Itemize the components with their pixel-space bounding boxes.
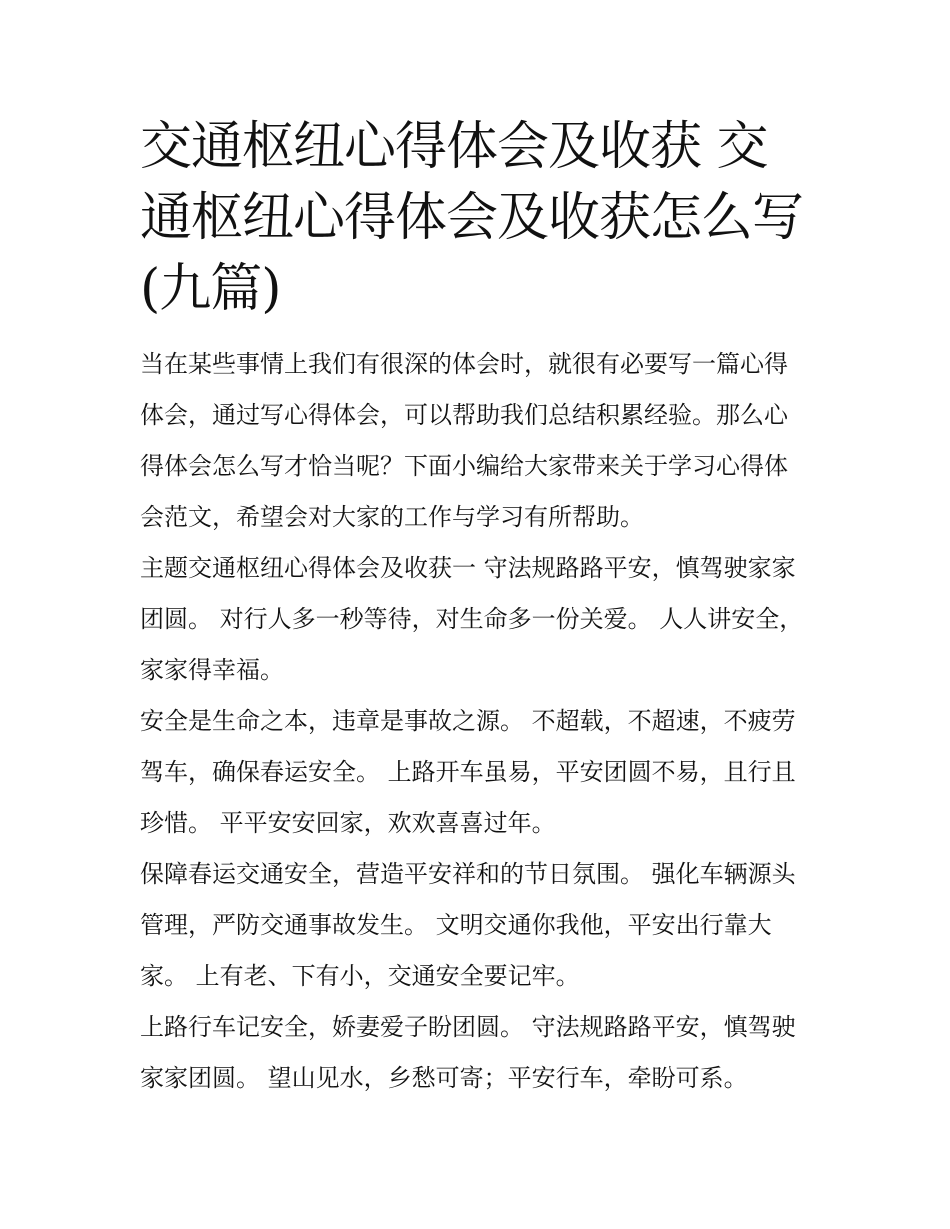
body-paragraph-5: 上路行车记安全，娇妻爱子盼团圆。 守法规路路平安，慎驾驶家家团圆。 望山见水，乡愁可寄；平安行车，牵盼可系。 bbox=[140, 1013, 796, 1092]
body-paragraph-4: 保障春运交通安全，营造平安祥和的节日氛围。 强化车辆源头管理，严防交通事故发生。 文明交通你我他，平安出行靠大家。 上有老、下有小，交通安全要记牢。 bbox=[140, 860, 796, 990]
body-paragraph-1: 当在某些事情上我们有很深的体会时，就很有必要写一篇心得体会，通过写心得体会，可以帮助我们总结积累经验。那么心得体会怎么写才恰当呢？下面小编给大家带来关于学习心得体会范文，希望会对大家的工作与学习有所帮助。 bbox=[140, 350, 788, 531]
body-paragraph-3: 安全是生命之本，违章是事故之源。 不超载，不超速，不疲劳驾车，确保春运安全。 上路开车虽易，平安团圆不易，且行且珍惜。 平平安安回家，欢欢喜喜过年。 bbox=[140, 707, 796, 837]
body-paragraph-2: 主题交通枢纽心得体会及收获一 守法规路路平安，慎驾驶家家团圆。 对行人多一秒等待，对生命多一份关爱。 人人讲安全，家家得幸福。 bbox=[140, 554, 804, 684]
document-title: 交通枢纽心得体会及收获 交通枢纽心得体会及收获怎么写(九篇) bbox=[140, 117, 804, 319]
document-body bbox=[140, 339, 810, 1104]
document-page bbox=[140, 112, 810, 1104]
